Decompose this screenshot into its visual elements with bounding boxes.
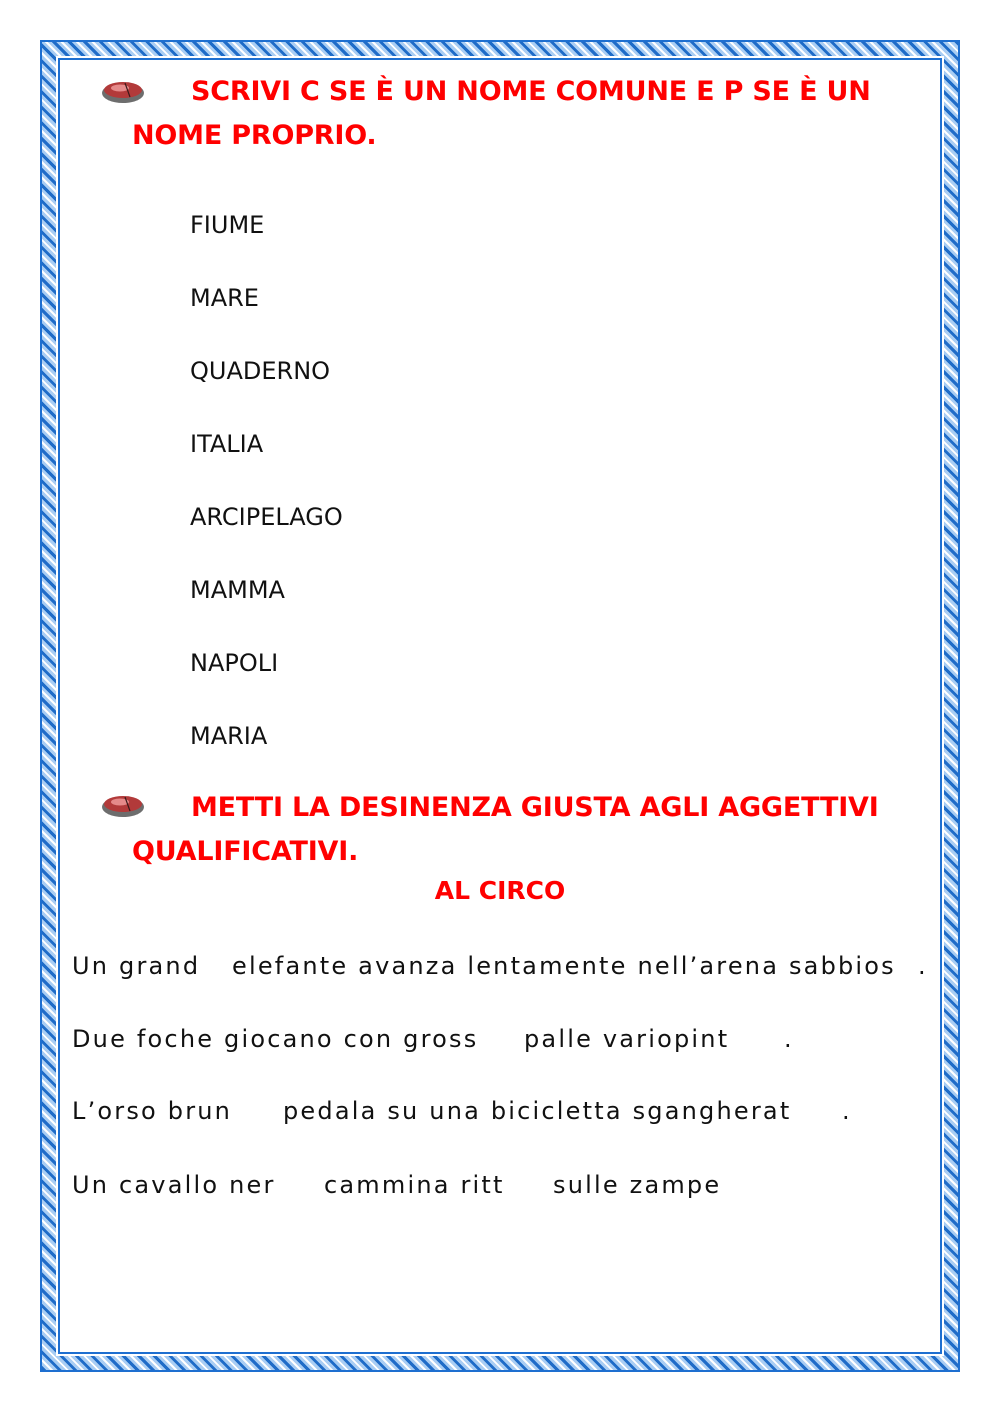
noun-word: MARIA: [190, 722, 268, 750]
section1-heading-line1: SCRIVI C SE È UN NOME COMUNE E P SE È UN: [191, 76, 871, 107]
section2-heading: [132, 786, 879, 874]
noun-word: ITALIA: [190, 430, 264, 458]
noun-word: ARCIPELAGO: [190, 503, 343, 531]
sentence-fragment: sulle zampe: [553, 1171, 722, 1199]
noun-word: MARE: [190, 284, 259, 312]
noun-word: QUADERNO: [190, 357, 331, 385]
sentence-fragment: cammina ritt: [324, 1171, 505, 1199]
sentence-fragment: pedala su una bicicletta sgangherat: [283, 1097, 792, 1125]
section1-heading-line2: NOME PROPRIO.: [132, 120, 377, 151]
sentence-fragment: Un grand: [72, 952, 201, 980]
section1-heading: [132, 70, 871, 158]
section2-heading-line2: QUALIFICATIVI.: [132, 836, 359, 867]
section2-heading-line1: METTI LA DESINENZA GIUSTA AGLI AGGETTIVI: [191, 792, 879, 823]
sentence-fragment: Due foche giocano con gross: [72, 1025, 479, 1053]
noun-word: FIUME: [190, 211, 265, 239]
sentence-fragment: .: [784, 1025, 794, 1053]
sentence-fragment: L’orso brun: [72, 1097, 233, 1125]
noun-word-list: [190, 205, 343, 789]
circus-subtitle: AL CIRCO: [434, 876, 566, 905]
sentence-fragment: palle variopint: [524, 1025, 730, 1053]
sentence-fragment: Un cavallo ner: [72, 1171, 276, 1199]
sentence-fragment: elefante avanza lentamente nell’arena sabbios: [232, 952, 896, 980]
noun-word: NAPOLI: [190, 649, 279, 677]
noun-word: MAMMA: [190, 576, 285, 604]
sentence-fragment: .: [918, 952, 928, 980]
sentence-fragment: .: [842, 1097, 852, 1125]
